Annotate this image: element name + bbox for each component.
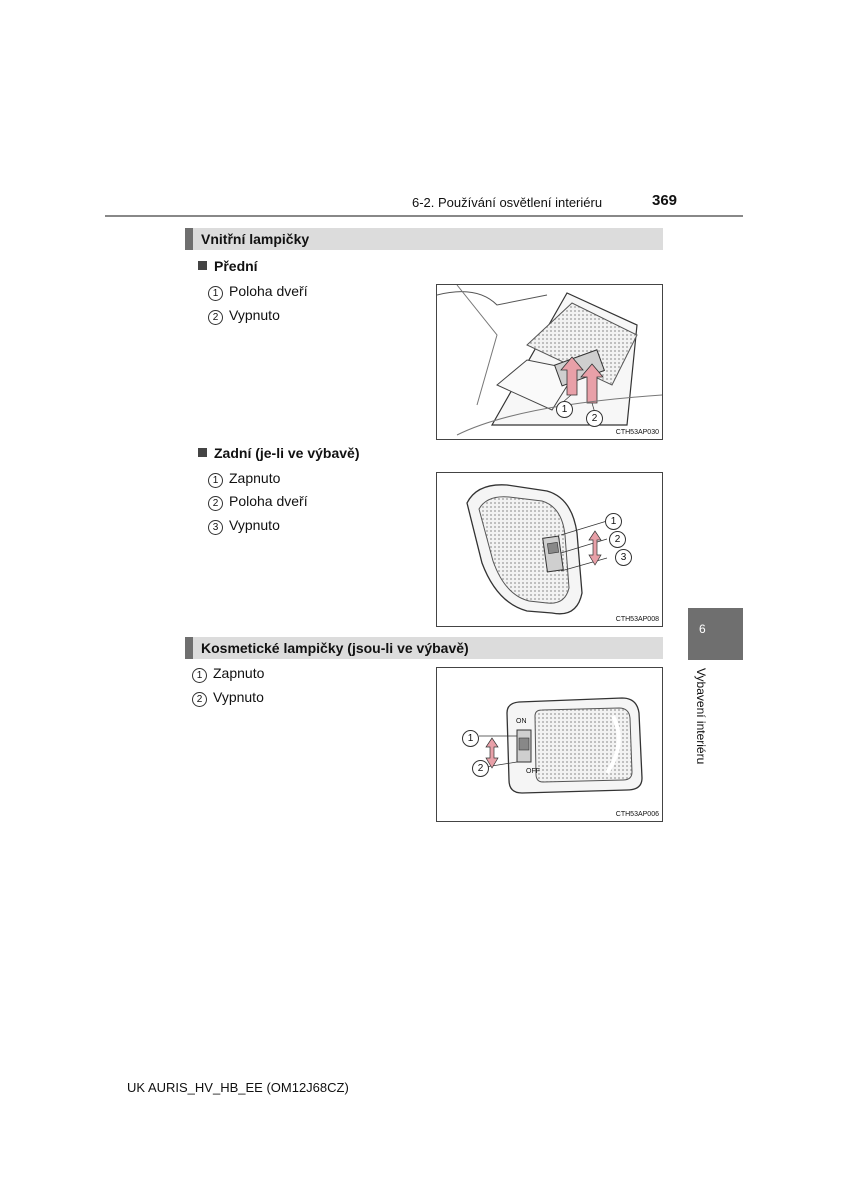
callout-number: 1 (192, 668, 207, 683)
running-header: 6-2. Používání osvětlení interiéru (412, 195, 603, 210)
vanity-light-figure (436, 667, 663, 822)
callout-1: 1 (605, 513, 622, 530)
header-rule (105, 215, 743, 217)
footer-text: UK AURIS_HV_HB_EE (OM12J68CZ) (127, 1080, 349, 1095)
front-light-illustration (437, 285, 662, 439)
list-item (192, 689, 264, 707)
list-item (208, 470, 280, 488)
page-number: 369 (652, 192, 678, 209)
on-label: ON (516, 718, 527, 725)
callout-2: 2 (472, 760, 489, 777)
callout-1: 1 (556, 401, 573, 418)
callout-number: 2 (192, 692, 207, 707)
chapter-tab (688, 608, 743, 660)
item-label: Vypnuto (229, 307, 280, 323)
front-light-figure (436, 284, 663, 440)
list-item (208, 493, 308, 511)
chapter-number: 6 (699, 622, 706, 636)
list-item (208, 283, 308, 301)
rear-light-figure (436, 472, 663, 627)
callout-number: 2 (208, 496, 223, 511)
item-label: Vypnuto (213, 689, 264, 705)
callout-2: 2 (609, 531, 626, 548)
list-item (208, 517, 280, 535)
chapter-label: Vybavení interiéru (694, 668, 708, 765)
item-label: Poloha dveří (229, 283, 308, 299)
subsection-title: Zadní (je-li ve výbavě) (214, 445, 360, 461)
section-title: Kosmetické lampičky (jsou-li ve výbavě) (201, 640, 469, 656)
square-bullet-icon (198, 261, 207, 270)
off-label: OFF (526, 768, 540, 775)
callout-number: 1 (208, 286, 223, 301)
subsection-heading (198, 445, 360, 461)
section-title: Vnitřní lampičky (201, 231, 310, 247)
callout-number: 1 (208, 473, 223, 488)
item-label: Zapnuto (229, 470, 281, 486)
section-title-bar (185, 637, 663, 659)
item-label: Zapnuto (213, 665, 265, 681)
callout-2: 2 (586, 410, 603, 427)
callout-3: 3 (615, 549, 632, 566)
item-label: Vypnuto (229, 517, 280, 533)
callout-1: 1 (462, 730, 479, 747)
section-title-bar (185, 228, 663, 250)
subsection-title: Přední (214, 258, 258, 274)
figure-code: CTH53AP030 (615, 429, 659, 436)
item-label: Poloha dveří (229, 493, 308, 509)
list-item (208, 307, 280, 325)
figure-code: CTH53AP006 (615, 811, 659, 818)
subsection-heading (198, 258, 258, 274)
list-item (192, 665, 264, 683)
callout-number: 2 (208, 310, 223, 325)
figure-code: CTH53AP008 (615, 616, 659, 623)
square-bullet-icon (198, 448, 207, 457)
callout-number: 3 (208, 520, 223, 535)
